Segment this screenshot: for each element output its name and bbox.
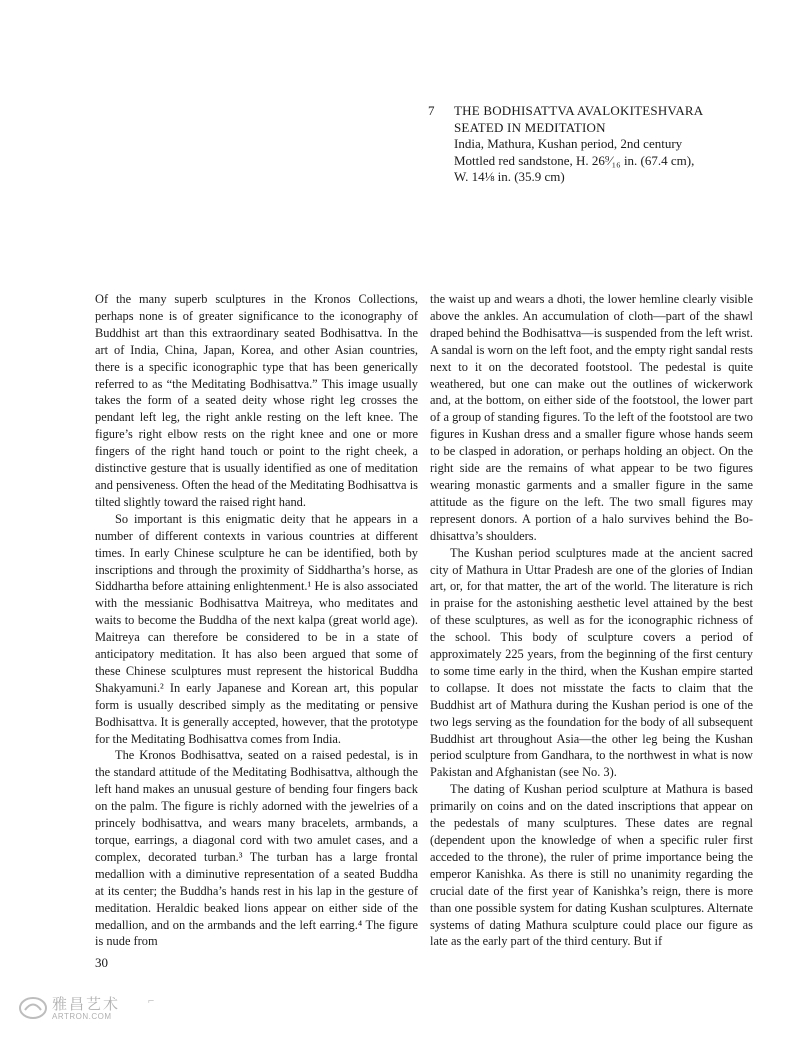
- body-paragraph: The Kronos Bodhisattva, seated on a raised pedestal, is in the standard attitude of the Meditating Bodhisattva, although the left hand makes an unusual gesture of bending four fingers back on the palm. The figure is richly adorned with the jewelries of a princely bodhisattva, and wears many bracelets, armbands, a torque, earrings, a diagonal cord with two amulet cases, and a complex, decorated turban.³ The turban has a large frontal medallion with a diminutive representation of a seated Buddha at its center; the Buddha’s hands rest in his lap in the gesture of meditation. Heraldic beaked lions appear on either side of the medallion, and on the armbands and the left earring.⁴ The figure is nude from: [95, 748, 418, 949]
- watermark: [18, 993, 158, 1023]
- cursor-mark: ⌐: [148, 995, 155, 1007]
- catalog-title-line-2: SEATED IN MEDITATION: [454, 119, 606, 135]
- watermark-name: 雅昌艺术: [52, 996, 121, 1013]
- page-number: 30: [95, 955, 108, 970]
- catalog-entry: [428, 103, 758, 186]
- catalog-origin: India, Mathura, Kushan period, 2nd century: [454, 136, 683, 151]
- body-paragraph: The dating of Kushan period sculpture at Mathura is based primarily on coins and on the dated inscriptions that appear on the pedestals of many sculptures. These dates are regnal (dependent upon the knowledge of when a specific ruler first acceded to the throne), the ruler of prime importance being the emperor Kanishka. As there is still no unanimity regarding the crucial date of the first year of Kanishka’s reign, there is more than one possible system for dating Kushan sculptures. Alternate systems of dating Mathura sculpture could place our figure as late as the early part of the third century. But if: [430, 782, 753, 949]
- catalog-caption: [454, 103, 758, 186]
- catalog-material-dimensions: Mottled red sandstone, H. 26⁹⁄₁₆ in. (67.4 cm),: [454, 152, 695, 168]
- body-paragraph: So important is this enigmatic deity that he appears in a number of different contexts in various countries at different times. In early Chinese sculpture he can be identified, both by inscriptions and through the proximity of Siddhartha’s horse, as Siddhartha before attaining enlightenment.¹ He is also associated with the messianic Bodhisattva Maitreya, who meditates and waits to become the Buddha of the next kalpa (great world age). Maitreya can therefore be considered to be in a state of anticipatory meditation. It has also been argued that some of these Chinese sculptures must represent the historical Buddha Shakyamuni.² In early Japanese and Korean art, this popular form is usually described simply as the meditating or pensive Bodhisattva. It is generally accepted, however, that the prototype for the Meditating Bodhisattva comes from India.: [95, 511, 418, 746]
- catalog-title-line-1: THE BODHISATTVA AVALOKITESHVARA: [454, 103, 704, 118]
- body-paragraph: Of the many superb sculptures in the Kronos Collections, perhaps none is of greater significance to the iconography of Buddhist art than this extraordinary seated Bodhisattva. In the art of India, China, Japan, Korea, and other Asian countries, there is a specific iconographic type that has been generically referred to as “the Meditating Bodhisattva.” This image usually takes the form of a seated deity whose right leg crosses the pendant left leg, the right ankle resting on the left knee. The figure’s right elbow rests on the right knee and one or more fingers of the right hand touch or point to the right cheek, a distinctive gesture that is usually identified as one of meditation and pensiveness. Often the head of the Meditating Bodhisattva is tilted slightly toward the raised right hand.: [95, 292, 418, 509]
- artron-logo-icon: [18, 995, 48, 1021]
- watermark-url: ARTRON.COM: [52, 1012, 112, 1021]
- left-column: [95, 291, 418, 950]
- body-paragraph: the waist up and wears a dhoti, the lower hemline clearly visible above the ankles. An accumulation of cloth—part of the shawl draped behind the Bodhisattva—is suspended from the left wrist. A sandal is worn on the left foot, and the empty right sandal rests next to it on the decorated footstool. The pedestal is quite weathered, but one can make out the outlines of wickerwork and, at the bottom, on either side of the footstool, the lower part of a group of standing figures. To the left of the footstool are two figures in Kushan dress and a smaller figure whose hands seem to be clasped in adoration, or perhaps holding an object. On the right side are the remains of what appear to be two figures wearing monastic garments and a smaller figure in the same attitude as the figure on the left. The two small figures may represent donors. A portion of a halo survives behind the Bodhisattva’s shoulders.: [430, 292, 753, 543]
- right-column: [430, 291, 753, 950]
- body-paragraph: The Kushan period sculptures made at the ancient sacred city of Mathura in Uttar Pradesh are one of the glories of Indian art, or, for that matter, the art of the world. The literature is rich in praise for the astonishing aesthetic level attained by the best of these sculptures, as well as for the iconographic richness of the school. This body of sculpture covers a period of approximately 225 years, from the beginning of the first century to some time early in the third, when the Kushan empire started to collapse. It does not misstate the facts to claim that the Buddhist art of Mathura during the Kushan period is one of the two legs serving as the foundation for the body of all subsequent Buddhist art throughout Asia—the other leg being the Kushan period sculpture from Gandhara, to the northwest in what is now Pakistan and Afghanistan (see No. 3).: [430, 545, 753, 780]
- catalog-width: W. 14⅛ in. (35.9 cm): [454, 169, 565, 184]
- catalog-number: 7: [428, 103, 435, 118]
